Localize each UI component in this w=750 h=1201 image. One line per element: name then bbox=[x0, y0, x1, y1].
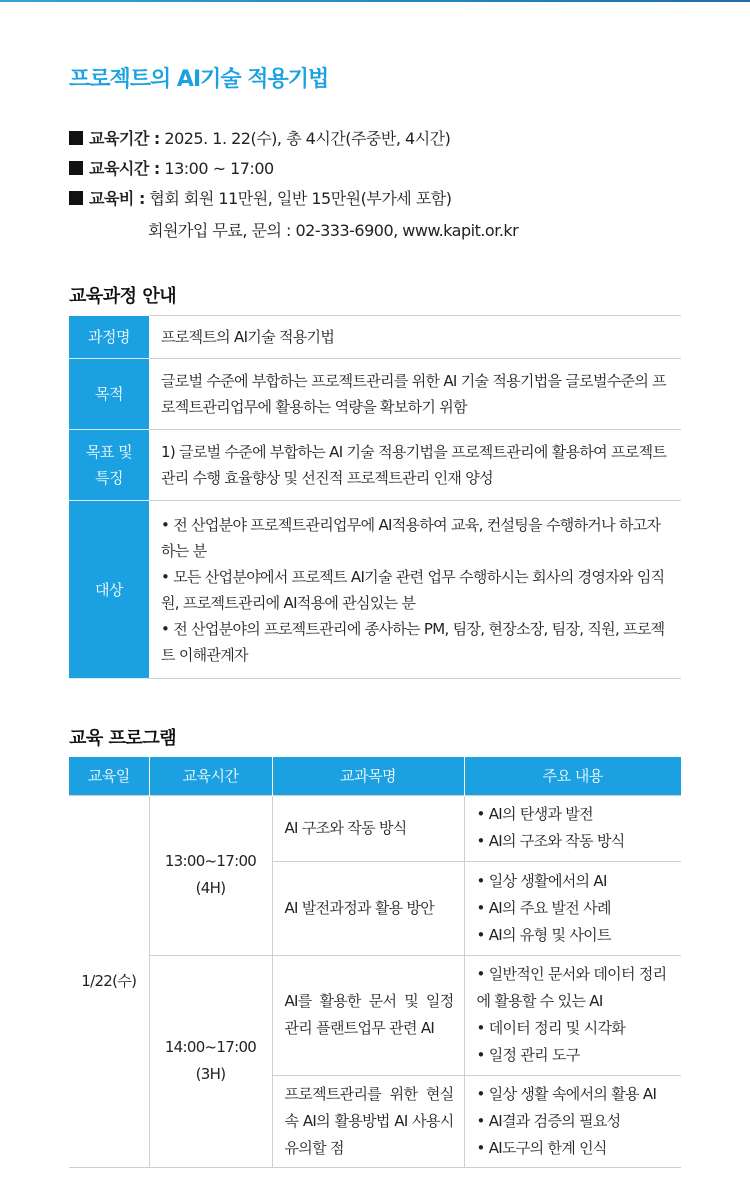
header-time: 교육시간 bbox=[149, 757, 272, 795]
session-hours: (3H) bbox=[195, 1065, 226, 1083]
course-row bbox=[69, 430, 681, 501]
course-label bbox=[69, 430, 149, 501]
content-list bbox=[477, 868, 674, 949]
content-cell bbox=[464, 955, 681, 1075]
course-label-text: 목표 및 특징 bbox=[85, 443, 133, 487]
time-label: 교육시간 : bbox=[89, 159, 160, 178]
header-content: 주요 내용 bbox=[464, 757, 681, 795]
subject-cell: AI 발전과정과 활용 방안 bbox=[272, 861, 464, 955]
program-table bbox=[69, 757, 681, 1168]
list-item: • 전 산업분야의 프로젝트관리에 종사하는 PM, 팀장, 현장소장, 팀장, 직원, 프로젝트 이해관계자 bbox=[161, 619, 665, 664]
course-section-title: 교육과정 안내 bbox=[69, 286, 177, 307]
header-date: 교육일 bbox=[69, 757, 149, 795]
course-value: 글로벌 수준에 부합하는 프로젝트관리를 위한 AI 기술 적용기법을 글로벌수준의 프로젝트관리업무에 활용하는 역량을 확보하기 위함 bbox=[149, 359, 681, 430]
list-item: • 일정 관리 도구 bbox=[476, 1046, 580, 1064]
top-accent-line bbox=[0, 0, 750, 2]
course-row bbox=[69, 359, 681, 430]
session-time: 13:00~17:00 bbox=[164, 852, 257, 870]
content-cell bbox=[464, 795, 681, 861]
table-row bbox=[69, 795, 681, 861]
time-value: 13:00 ~ 17:00 bbox=[159, 159, 274, 178]
content-cell bbox=[464, 861, 681, 955]
subject-cell: 프로젝트관리를 위한 현실속 AI의 활용방법 AI 사용시 유의할 점 bbox=[272, 1075, 464, 1167]
content-list bbox=[477, 1081, 674, 1162]
course-value: 1) 글로벌 수준에 부합하는 AI 기술 적용기법을 프로젝트관리에 활용하여 프로젝트관리 수행 효율향상 및 선진적 프로젝트관리 인재 양성 bbox=[149, 430, 681, 501]
program-header-row bbox=[69, 757, 681, 795]
fee-value: 협회 회원 11만원, 일반 15만원(부가세 포함) bbox=[144, 189, 452, 208]
table-row bbox=[69, 955, 681, 1075]
list-item: • AI결과 검증의 필요성 bbox=[476, 1111, 621, 1130]
subject-cell: AI를 활용한 문서 및 일정 관리 플랜트업무 관련 AI bbox=[272, 955, 464, 1075]
square-bullet-icon bbox=[69, 161, 83, 175]
header-subject: 교과목명 bbox=[272, 757, 464, 795]
list-item: • 모든 산업분야에서 프로젝트 AI기술 관련 업무 수행하시는 회사의 경영자와 임직원, 프로젝트관리에 AI적용에 관심있는 분 bbox=[161, 567, 665, 612]
list-item: • 데이터 정리 및 시각화 bbox=[476, 1019, 626, 1037]
content-cell bbox=[464, 1075, 681, 1167]
course-label: 목적 bbox=[69, 359, 149, 430]
list-item: • 일반적인 문서와 데이터 정리에 활용할 수 있는 AI bbox=[476, 965, 667, 1010]
list-item: • AI의 주요 발전 사례 bbox=[476, 898, 611, 917]
fee-label: 교육비 : bbox=[89, 189, 145, 208]
target-list bbox=[161, 512, 671, 668]
time-cell bbox=[149, 955, 272, 1167]
period-value: 2025. 1. 22(수), 총 4시간(주중반, 4시간) bbox=[159, 129, 451, 148]
session-time: 14:00~17:00 bbox=[164, 1038, 257, 1056]
list-item: • 일상 생활 속에서의 활용 AI bbox=[476, 1084, 657, 1103]
subject-cell: AI 구조와 작동 방식 bbox=[272, 795, 464, 861]
list-item: • AI의 구조와 작동 방식 bbox=[476, 832, 625, 850]
page-title: 프로젝트의 AI기술 적용기법 bbox=[69, 67, 329, 92]
course-row bbox=[69, 316, 681, 359]
info-time bbox=[69, 156, 274, 179]
square-bullet-icon bbox=[69, 191, 83, 205]
time-cell bbox=[149, 795, 272, 955]
program-section-title: 교육 프로그램 bbox=[69, 728, 177, 749]
list-item: • 일상 생활에서의 AI bbox=[476, 871, 607, 890]
info-period bbox=[69, 126, 450, 149]
list-item: • AI의 탄생과 발전 bbox=[476, 805, 593, 823]
course-table bbox=[69, 315, 681, 679]
session-hours: (4H) bbox=[195, 879, 226, 897]
course-row bbox=[69, 501, 681, 679]
course-value: 프로젝트의 AI기술 적용기법 bbox=[149, 316, 681, 359]
period-label: 교육기간 : bbox=[89, 129, 160, 148]
square-bullet-icon bbox=[69, 131, 83, 145]
date-cell: 1/22(수) bbox=[69, 795, 149, 1167]
list-item: • AI의 유형 및 사이트 bbox=[476, 925, 611, 944]
content-list bbox=[477, 961, 674, 1069]
course-value bbox=[149, 501, 681, 679]
fee-note: 회원가입 무료, 문의 : 02-333-6900, www.kapit.or.kr bbox=[148, 221, 519, 240]
content-list bbox=[477, 801, 674, 855]
course-label: 과정명 bbox=[69, 316, 149, 359]
list-item: • AI도구의 한계 인식 bbox=[476, 1138, 607, 1157]
info-fee bbox=[69, 186, 452, 209]
list-item: • 전 산업분야 프로젝트관리업무에 AI적용하여 교육, 컨설팅을 수행하거나 하고자 하는 분 bbox=[161, 515, 661, 560]
course-label: 대상 bbox=[69, 501, 149, 679]
